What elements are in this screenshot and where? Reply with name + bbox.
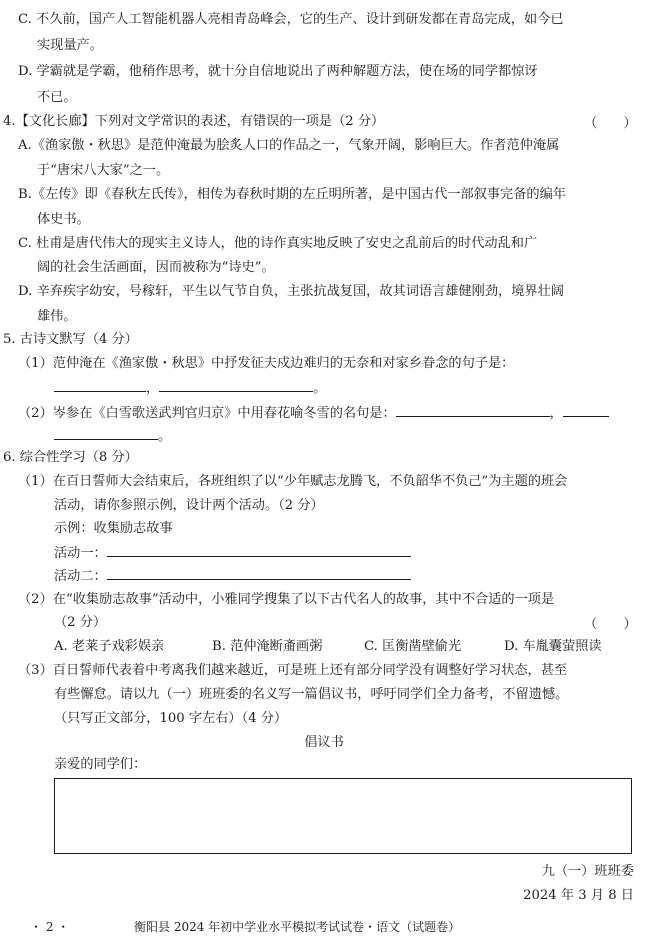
q5-sub1-text: （1）范仲淹在《渔家傲・秋思》中抒发征夫戍边难归的无奈和对家乡眷念的句子是： (18, 356, 515, 371)
q5-sub1-answer-line (54, 377, 326, 398)
letter-answer-box[interactable] (54, 778, 632, 854)
q5-sub2-blank-2[interactable] (563, 402, 609, 417)
q5-sub2-blank-3[interactable] (54, 425, 158, 440)
q6-sub2-option-c: C. 匡衡凿壁偷光 (364, 639, 462, 654)
q6-activity1-row (54, 542, 411, 563)
q4-option-b-line2: 体史书。 (37, 212, 90, 227)
q6-activity2-label: 活动二： (54, 569, 107, 584)
q5-sub1-blank-1[interactable] (54, 377, 146, 392)
q3-option-d-line1: D. 学霸就是学霸，他稍作思考，就十分自信地说出了两种解题方法，使在场的同学都惊讶 (18, 64, 538, 79)
letter-salutation: 亲爱的同学们： (54, 757, 147, 772)
q4-option-d-line1: D. 辛弃疾字幼安，号稼轩，平生以气节自负，主张抗战复国，故其词语言雄健刚劲，境界壮阔 (18, 284, 564, 299)
q6-sub3-line3: （只写正文部分，100 字左右）（4 分） (54, 711, 288, 726)
page-number: ・ 2 ・ (30, 920, 70, 934)
q5-sub2-period: 。 (158, 429, 172, 444)
letter-signature: 九（一）班班委 (541, 864, 634, 879)
q5-sub1-comma: ， (146, 381, 160, 396)
q6-stem: 6. 综合性学习（8 分） (3, 450, 138, 465)
q4-option-b-line1: B.《左传》即《春秋左氏传》，相传为春秋时期的左丘明所著，是中国古代一部叙事完备的编年 (18, 187, 566, 202)
q6-sub3-line2: 有些懈怠。请以九（一）班班委的名义写一篇倡议书，呼吁同学们全力备考，不留遗憾。 (54, 687, 569, 702)
q5-sub2-line1 (18, 402, 609, 423)
q3-option-c-line2: 实现量产。 (37, 38, 103, 53)
q3-option-c-line1: C. 不久前，国产人工智能机器人亮相青岛峰会，它的生产、设计到研发都在青岛完成，如今已 (18, 12, 564, 27)
q4-option-a-line1: A.《渔家傲・秋思》是范仲淹最为脍炙人口的作品之一，气象开阔，影响巨大。作者范仲淹属 (18, 138, 560, 153)
q6-activity1-label: 活动一： (54, 546, 107, 561)
q4-option-c-line1: C. 杜甫是唐代伟大的现实主义诗人，他的诗作真实地反映了安史之乱前后的时代动乱和广 (18, 236, 538, 251)
q6-sub1-line2: 活动，请你参照示例，设计两个活动。（2 分） (54, 498, 324, 513)
q3-option-d-line2: 不已。 (37, 90, 77, 105)
q6-sub2-option-d: D. 车胤囊萤照读 (504, 639, 602, 654)
q5-sub2-text: （2）岑参在《白雪歌送武判官归京》中用春花喻冬雪的名句是： (18, 406, 396, 421)
q6-activity2-blank[interactable] (107, 565, 411, 580)
q6-sub2-line1: （2）在“收集励志故事”活动中，小雅同学搜集了以下古代名人的故事，其中不合适的一项是 (18, 592, 555, 607)
q5-stem: 5. 古诗文默写（4 分） (3, 332, 138, 347)
q6-sub3-line1: （3）百日誓师代表着中考离我们越来越近，可是班上还有部分同学没有调整好学习状态，甚至 (18, 663, 568, 678)
q5-sub2-blank-1[interactable] (396, 402, 550, 417)
q4-stem: 4.【文化长廊】下列对文学常识的表述，有错误的一项是（2 分） (3, 114, 385, 129)
q5-sub1-blank-2[interactable] (159, 377, 313, 392)
q4-answer-paren[interactable]: （ ） (584, 116, 637, 131)
q4-option-c-line2: 阔的社会生活画面，因而被称为“诗史”。 (37, 260, 275, 275)
q6-sub1-line1: （1）在百日誓师大会结束后，各班组织了以“少年赋志龙腾飞，不负韶华不负己”为主题的班会 (18, 474, 568, 489)
exam-footer-title: 衡阳县 2024 年初中学业水平模拟考试试卷・语文（试题卷） (134, 920, 461, 934)
q6-example: 示例：收集励志故事 (54, 521, 173, 536)
q4-option-d-line2: 雄伟。 (37, 309, 77, 324)
q6-sub2-answer-paren[interactable]: （ ） (584, 617, 637, 632)
q4-option-a-line2: 于“唐宋八大家”之一。 (37, 163, 170, 178)
q6-sub2-line2: （2 分） (54, 615, 107, 630)
q6-activity2-row (54, 565, 411, 586)
q5-sub2-comma: ， (549, 406, 563, 421)
q6-activity1-blank[interactable] (107, 542, 411, 557)
letter-title: 倡议书 (304, 735, 344, 750)
q5-sub2-line2 (54, 425, 171, 446)
letter-date: 2024 年 3 月 8 日 (523, 888, 634, 903)
q5-sub1-period: 。 (313, 381, 327, 396)
q6-sub2-option-a: A. 老莱子戏彩娱亲 (54, 639, 165, 654)
q6-sub2-option-b: B. 范仲淹断齑画粥 (212, 639, 323, 654)
